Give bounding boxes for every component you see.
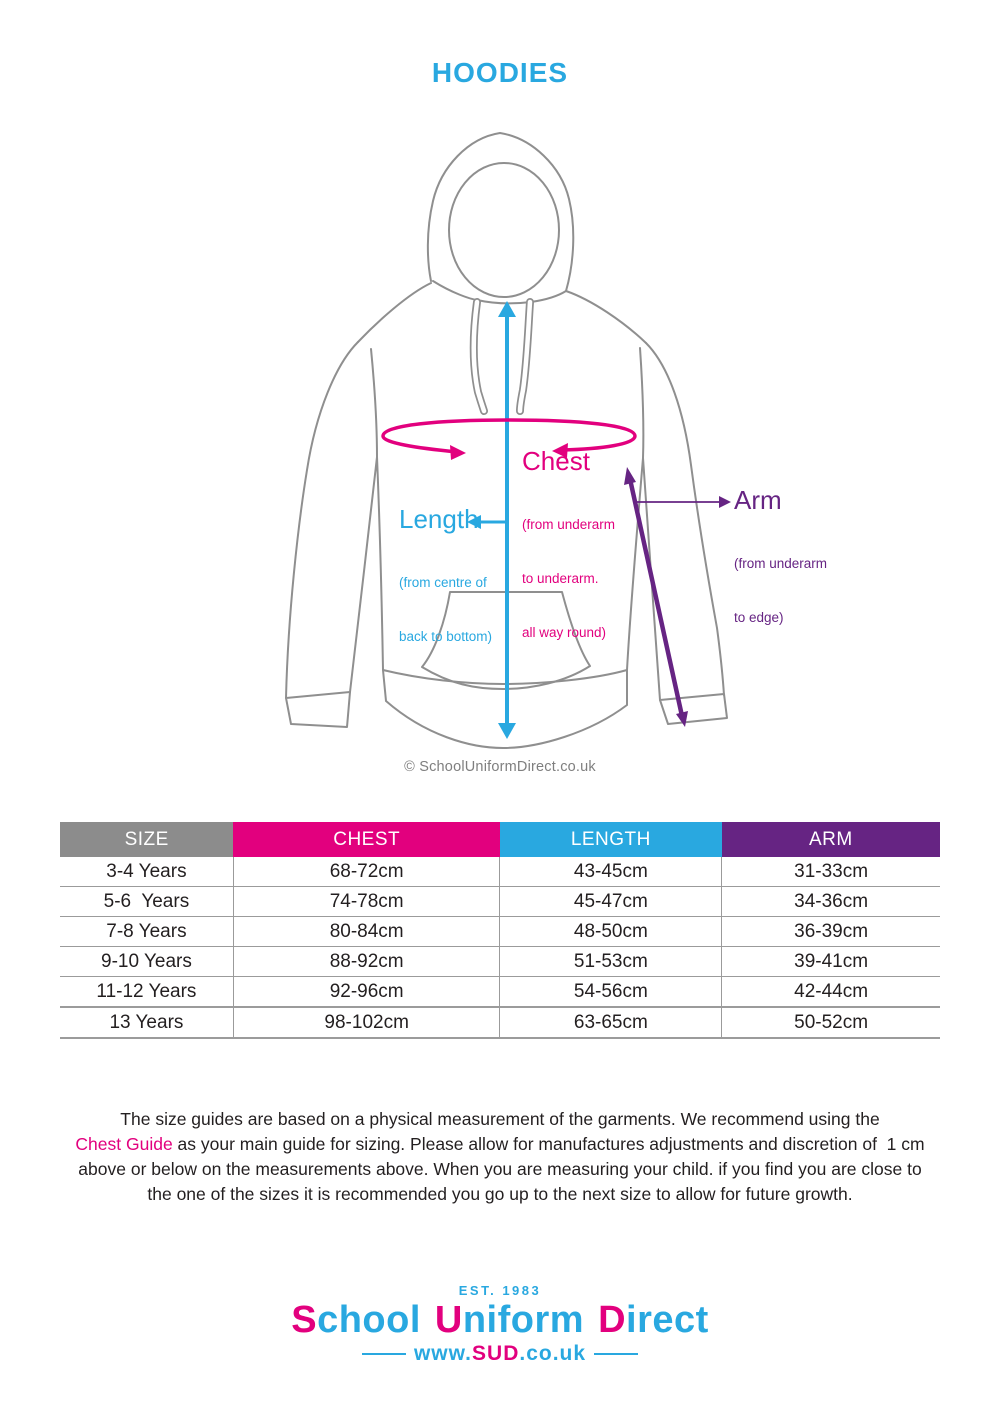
table-cell: 74-78cm (233, 887, 500, 917)
table-cell: 50-52cm (722, 1007, 940, 1038)
arm-label-title: Arm (734, 485, 782, 515)
logo-wordmark: School Uniform Direct (291, 1299, 709, 1341)
length-measure-label (399, 506, 492, 682)
body-right-edge (627, 458, 643, 670)
table-cell: 13 Years (60, 1007, 233, 1038)
note-line-2: Chest Guide as your main guide for sizing. Please allow for manufactures adjustments and discretion of 1 cm (75, 1134, 925, 1154)
table-cell: 39-41cm (722, 947, 940, 977)
table-row (60, 917, 940, 947)
column-header-size: SIZE (60, 822, 233, 857)
table-cell: 48-50cm (500, 917, 722, 947)
table-cell: 31-33cm (722, 857, 940, 887)
column-header-length: LENGTH (500, 822, 722, 857)
logo-est-text: EST. 1983 (458, 1283, 542, 1298)
brand-logo (0, 1283, 1000, 1366)
chest-label-notes: (from underarm to underarm. all way round) (522, 517, 616, 640)
logo-dash-right (594, 1353, 638, 1355)
sleeve-left-seam (350, 349, 377, 692)
table-header-row (60, 822, 940, 857)
table-cell: 5-6 Years (60, 887, 233, 917)
column-header-chest: CHEST (233, 822, 500, 857)
page-title: HOODIES (431, 57, 569, 88)
logo-dash-left (362, 1353, 406, 1355)
hood-opening (449, 163, 559, 297)
table-cell: 36-39cm (722, 917, 940, 947)
table-cell: 68-72cm (233, 857, 500, 887)
table-cell: 51-53cm (500, 947, 722, 977)
table-cell: 88-92cm (233, 947, 500, 977)
logo-url-row (0, 1342, 1000, 1366)
cuff-right (660, 694, 727, 724)
size-table (60, 822, 940, 1039)
table-row (60, 887, 940, 917)
sleeve-right-seam (640, 348, 660, 700)
table-row (60, 1007, 940, 1038)
length-label-title: Length (399, 504, 479, 534)
table-cell: 3-4 Years (60, 857, 233, 887)
table-cell: 7-8 Years (60, 917, 233, 947)
hood-neckline (433, 281, 566, 303)
arm-label-notes: (from underarm to edge) (734, 556, 828, 625)
table-cell: 43-45cm (500, 857, 722, 887)
note-line-1: The size guides are based on a physical measurement of the garments. We recommend using the (120, 1109, 880, 1129)
arm-measure-arrow (624, 467, 731, 727)
table-row (60, 857, 940, 887)
table-cell: 92-96cm (233, 977, 500, 1008)
length-label-notes: (from centre of back to bottom) (399, 575, 493, 644)
table-cell: 34-36cm (722, 887, 940, 917)
logo-url: www.SUD.co.uk (413, 1342, 587, 1365)
shoulder-left (358, 283, 431, 342)
table-cell: 11-12 Years (60, 977, 233, 1008)
shoulder-right (566, 291, 646, 343)
body-left-edge (377, 457, 383, 670)
size-table-body (60, 857, 940, 1038)
table-row (60, 947, 940, 977)
chest-guide-highlight: Chest Guide (75, 1134, 173, 1154)
table-cell: 45-47cm (500, 887, 722, 917)
sleeve-right-outer (646, 343, 724, 695)
sleeve-left-outer (286, 342, 358, 698)
table-cell: 98-102cm (233, 1007, 500, 1038)
chest-label-title: Chest (522, 446, 590, 476)
diagram-copyright: © SchoolUniformDirect.co.uk (404, 759, 596, 775)
note-line-4: the one of the sizes it is recommended you go up to the next size to allow for future growth. (147, 1184, 853, 1204)
sizing-note (0, 1107, 1000, 1207)
table-row (60, 977, 940, 1008)
table-cell: 63-65cm (500, 1007, 722, 1038)
hood-outline (428, 133, 573, 291)
table-cell: 80-84cm (233, 917, 500, 947)
arm-measure-label (734, 487, 827, 663)
note-line-3: above or below on the measurements above. When you are measuring your child. if you find you are close to (78, 1159, 922, 1179)
drawstrings (474, 302, 530, 411)
column-header-arm: ARM (722, 822, 940, 857)
table-cell: 54-56cm (500, 977, 722, 1008)
cuff-left (286, 692, 350, 727)
table-cell: 9-10 Years (60, 947, 233, 977)
chest-measure-label (522, 448, 615, 678)
table-cell: 42-44cm (722, 977, 940, 1008)
